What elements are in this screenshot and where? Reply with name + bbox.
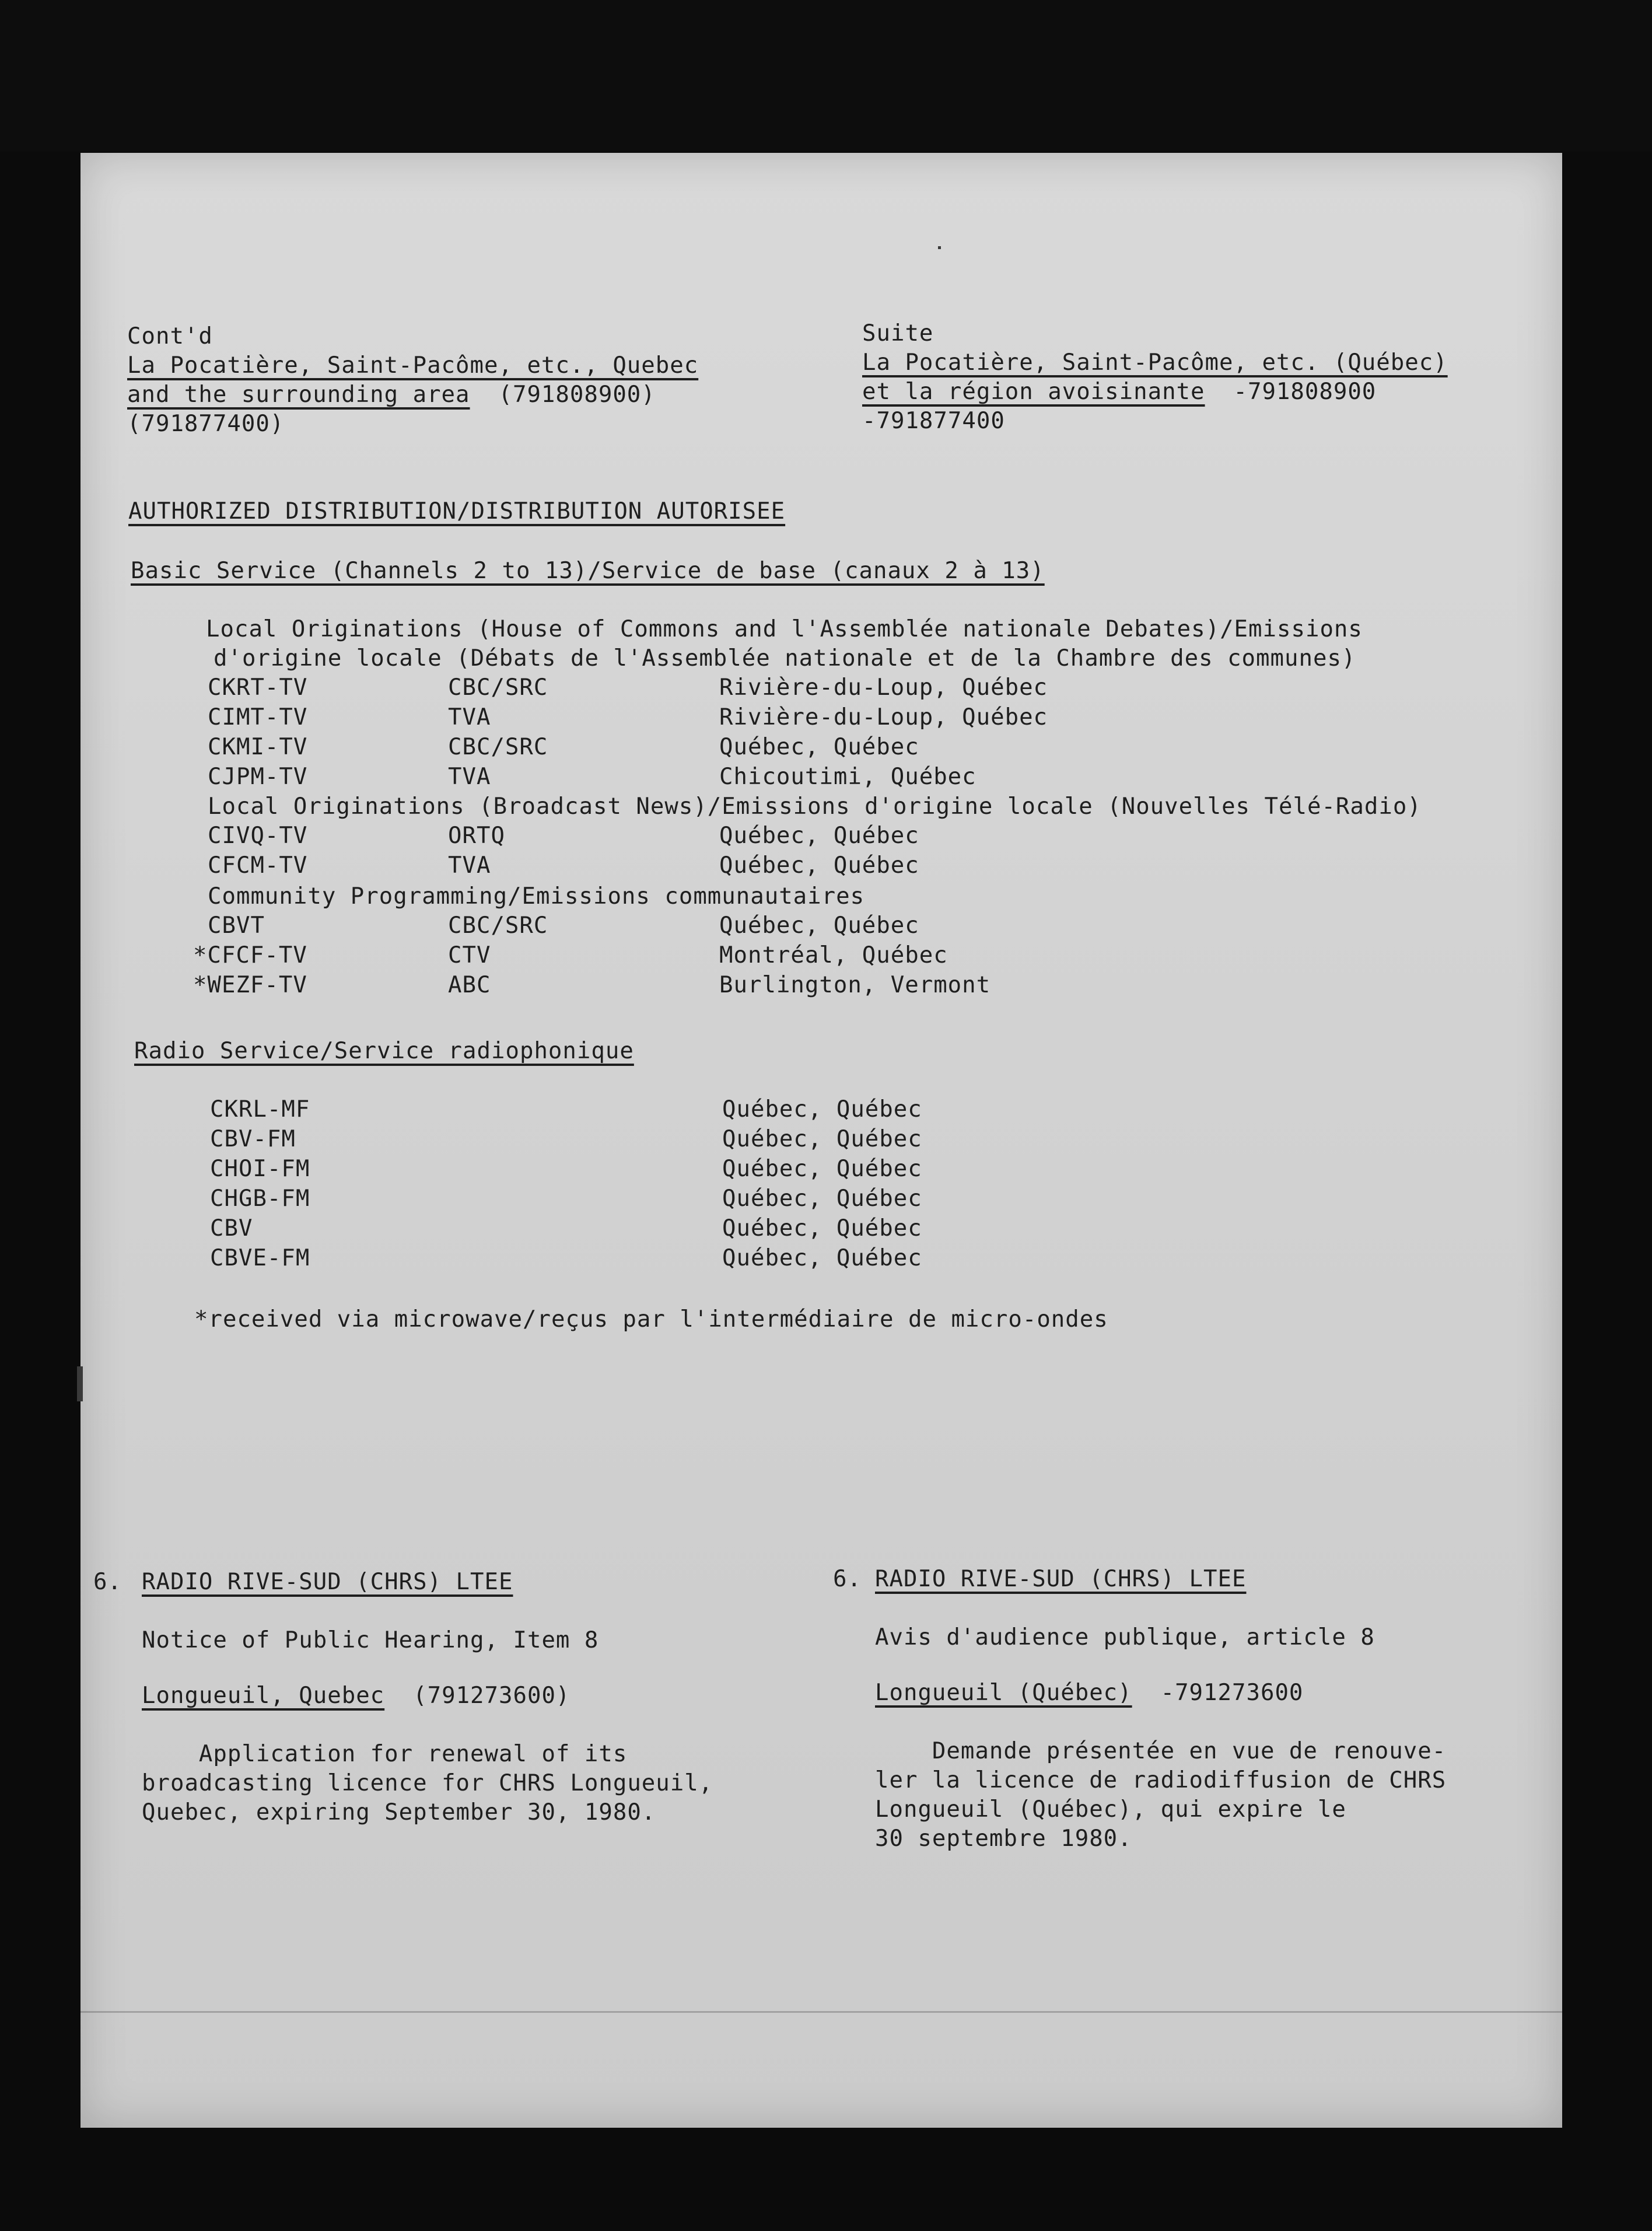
item-right-body-line: Demande présentée en vue de renouve-: [875, 1738, 1447, 1764]
radio-location: Québec, Québec: [722, 1186, 922, 1212]
item-right-notice: Avis d'audience publique, article 8: [875, 1624, 1375, 1650]
suite-label: Suite: [862, 320, 934, 347]
station-network: ABC: [448, 972, 491, 998]
station-call-sign: CJPM-TV: [208, 764, 308, 790]
item-left-place-line: [142, 1681, 570, 1711]
station-network: TVA: [448, 704, 491, 730]
item-right-number: 6.: [833, 1566, 862, 1592]
left-place-line1: La Pocatière, Saint-Pacôme, etc., Quebec: [127, 352, 699, 379]
page-fold-line: [80, 2011, 1562, 2013]
station-location: Rivière-du-Loup, Québec: [719, 704, 1048, 730]
station-location: Chicoutimi, Québec: [719, 764, 977, 790]
item-right-body-line: Longueuil (Québec), qui expire le: [875, 1796, 1346, 1823]
right-place-line1: La Pocatière, Saint-Pacôme, etc. (Québec): [862, 349, 1448, 376]
contd-label: Cont'd: [127, 323, 213, 349]
local-originations-1-line2: d'origine locale (Débats de l'Assemblée nationale et de la Chambre des communes): [214, 645, 1356, 672]
radio-call-sign: CHGB-FM: [210, 1186, 310, 1212]
film-border: [0, 0, 1652, 152]
station-location: Québec, Québec: [719, 823, 919, 849]
station-network: CTV: [448, 942, 491, 968]
left-area-underlined: and the surrounding area: [127, 382, 470, 408]
radio-location: Québec, Québec: [722, 1096, 922, 1123]
item-right-body-line: ler la licence de radiodiffusion de CHRS: [875, 1767, 1447, 1793]
station-call-sign: CKMI-TV: [208, 734, 308, 760]
document-page: [80, 153, 1562, 2128]
station-network: TVA: [448, 852, 491, 879]
station-location: Québec, Québec: [719, 852, 919, 879]
radio-location: Québec, Québec: [722, 1156, 922, 1182]
community-programming: Community Programming/Emissions communautaires: [208, 883, 865, 910]
left-place-line2: [127, 380, 656, 410]
station-call-sign: CIMT-TV: [208, 704, 308, 730]
item-left-notice: Notice of Public Hearing, Item 8: [142, 1627, 599, 1653]
station-network: TVA: [448, 764, 491, 790]
radio-location: Québec, Québec: [722, 1215, 922, 1242]
radio-call-sign: CKRL-MF: [210, 1096, 310, 1123]
station-location: Rivière-du-Loup, Québec: [719, 674, 1048, 701]
radio-call-sign: CBV-FM: [210, 1126, 296, 1152]
radio-location: Québec, Québec: [722, 1126, 922, 1152]
radio-service-heading: Radio Service/Service radiophonique: [134, 1038, 634, 1064]
station-location: Québec, Québec: [719, 734, 919, 760]
item-right-body-line: 30 septembre 1980.: [875, 1826, 1132, 1852]
item-left-title: RADIO RIVE-SUD (CHRS) LTEE: [142, 1569, 513, 1595]
local-originations-2: Local Originations (Broadcast News)/Emissions d'origine locale (Nouvelles Télé-Radio): [208, 793, 1422, 820]
left-file-number-2: (791877400): [127, 411, 285, 437]
radio-call-sign: CBVE-FM: [210, 1245, 310, 1271]
station-call-sign: CKRT-TV: [208, 674, 308, 701]
item-right-file-number: -791273600: [1132, 1680, 1304, 1706]
station-location: Montréal, Québec: [719, 942, 948, 968]
station-location: Burlington, Vermont: [719, 972, 991, 998]
radio-call-sign: CHOI-FM: [210, 1156, 310, 1182]
station-call-sign: *CFCF-TV: [193, 942, 307, 968]
authorized-distribution-heading: AUTHORIZED DISTRIBUTION/DISTRIBUTION AUTORISEE: [128, 498, 786, 524]
item-left-body-line: Application for renewal of its: [142, 1741, 628, 1767]
item-right-title: RADIO RIVE-SUD (CHRS) LTEE: [875, 1566, 1247, 1592]
station-network: ORTQ: [448, 823, 505, 849]
station-network: CBC/SRC: [448, 674, 548, 701]
station-call-sign: CFCM-TV: [208, 852, 308, 879]
station-network: CBC/SRC: [448, 734, 548, 760]
radio-call-sign: CBV: [210, 1215, 253, 1242]
item-left-body-line: broadcasting licence for CHRS Longueuil,: [142, 1770, 713, 1796]
edge-mark: [77, 1366, 83, 1401]
station-location: Québec, Québec: [719, 912, 919, 939]
item-right-place: Longueuil (Québec): [875, 1680, 1132, 1706]
item-right-place-line: [875, 1679, 1303, 1708]
left-file-number-1: (791808900): [470, 382, 656, 408]
item-left-file-number: (791273600): [384, 1683, 570, 1709]
station-call-sign: CBVT: [208, 912, 265, 939]
microwave-footnote: *received via microwave/reçus par l'intermédiaire de micro-ondes: [194, 1306, 1108, 1333]
local-originations-1-line1: Local Originations (House of Commons and l'Assemblée nationale Debates)/Emissions: [206, 616, 1363, 642]
station-call-sign: CIVQ-TV: [208, 823, 308, 849]
item-left-place: Longueuil, Quebec: [142, 1683, 385, 1709]
right-file-number-1: -791808900: [1205, 379, 1377, 405]
station-network: CBC/SRC: [448, 912, 548, 939]
station-call-sign: *WEZF-TV: [193, 972, 307, 998]
radio-location: Québec, Québec: [722, 1245, 922, 1271]
right-area-underlined: et la région avoisinante: [862, 379, 1205, 405]
right-file-number-2: -791877400: [862, 408, 1005, 434]
speck: [938, 246, 941, 249]
item-left-body-line: Quebec, expiring September 30, 1980.: [142, 1799, 656, 1826]
right-place-line2: [862, 377, 1376, 407]
item-left-number: 6.: [93, 1569, 122, 1595]
basic-service-heading: Basic Service (Channels 2 to 13)/Service de base (canaux 2 à 13): [131, 558, 1045, 584]
